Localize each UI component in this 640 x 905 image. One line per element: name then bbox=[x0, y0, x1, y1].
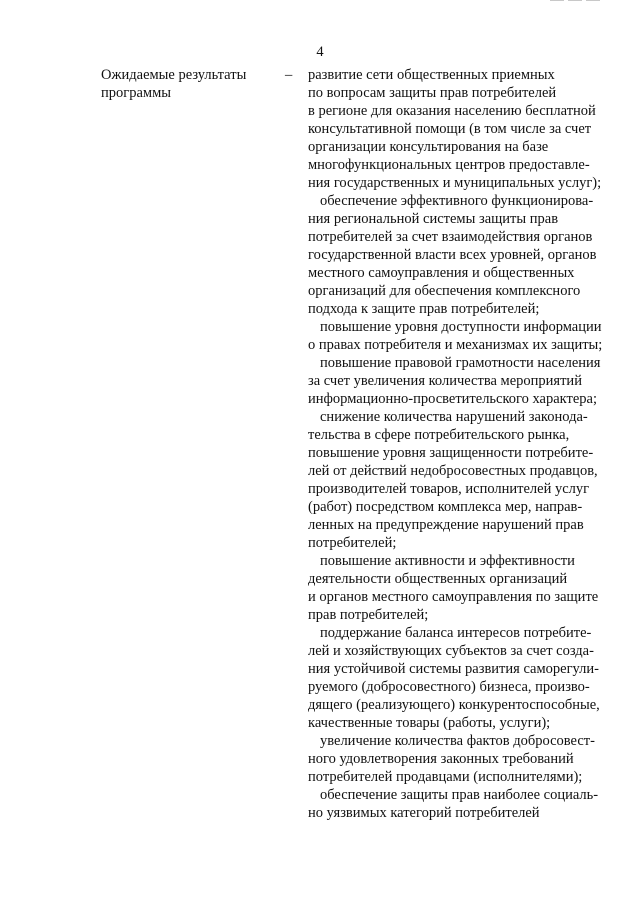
text-line: повышение правовой грамотности населения bbox=[320, 355, 601, 371]
result-paragraph bbox=[308, 318, 628, 354]
row-content bbox=[308, 66, 628, 822]
text-line: местного самоуправления и общественных bbox=[308, 265, 575, 281]
text-line: повышение активности и эффективности bbox=[320, 553, 575, 569]
text-line: ния региональной системы защиты прав bbox=[308, 211, 559, 227]
text-line: в регионе для оказания населению бесплатной bbox=[308, 103, 596, 119]
text-line: снижение количества нарушений законода- bbox=[320, 409, 588, 425]
text-line: развитие сети общественных приемных bbox=[308, 67, 555, 83]
text-line: дящего (реализующего) конкурентоспособные, bbox=[308, 697, 600, 713]
text-line: увеличение количества фактов добросовест- bbox=[320, 733, 595, 749]
result-paragraph bbox=[308, 354, 628, 408]
result-paragraph bbox=[308, 408, 628, 552]
text-line: потребителей продавцами (исполнителями); bbox=[308, 769, 583, 785]
text-line: производителей товаров, исполнителей услуг bbox=[308, 481, 590, 497]
result-paragraph bbox=[308, 552, 628, 624]
text-line: информационно-просветительского характера; bbox=[308, 391, 598, 407]
text-line: по вопросам защиты прав потребителей bbox=[308, 85, 557, 101]
text-line: ного удовлетворения законных требований bbox=[308, 751, 574, 767]
text-line: о правах потребителя и механизмах их защиты; bbox=[308, 337, 603, 353]
text-line: лей от действий недобросовестных продавцов, bbox=[308, 463, 598, 479]
row-label-line: программы bbox=[101, 85, 171, 101]
text-line: консультативной помощи (в том числе за счет bbox=[308, 121, 592, 137]
result-paragraph bbox=[308, 732, 628, 786]
text-line: потребителей; bbox=[308, 535, 397, 551]
text-line: обеспечение защиты прав наиболее социаль- bbox=[320, 787, 599, 803]
row-label bbox=[101, 66, 271, 102]
result-paragraph bbox=[308, 192, 628, 318]
text-line: ния государственных и муниципальных услуг); bbox=[308, 175, 602, 191]
result-paragraph bbox=[308, 66, 628, 192]
text-line: ленных на предупреждение нарушений прав bbox=[308, 517, 584, 533]
text-line: организаций для обеспечения комплексного bbox=[308, 283, 581, 299]
text-line: государственной власти всех уровней, органов bbox=[308, 247, 597, 263]
text-line: деятельности общественных организаций bbox=[308, 571, 568, 587]
text-line: но уязвимых категорий потребителей bbox=[308, 805, 540, 821]
text-line: лей и хозяйствующих субъектов за счет созда- bbox=[308, 643, 594, 659]
row-dash: – bbox=[285, 67, 293, 83]
text-line: многофункциональных центров предоставле- bbox=[308, 157, 590, 173]
text-line: и органов местного самоуправления по защите bbox=[308, 589, 599, 605]
result-paragraph bbox=[308, 786, 628, 822]
page-number: 4 bbox=[316, 44, 324, 60]
text-line: (работ) посредством комплекса мер, направ- bbox=[308, 499, 583, 515]
text-line: повышение уровня доступности информации bbox=[320, 319, 602, 335]
text-line: поддержание баланса интересов потребите- bbox=[320, 625, 592, 641]
text-line: подхода к защите прав потребителей; bbox=[308, 301, 540, 317]
text-line: обеспечение эффективного функционирова- bbox=[320, 193, 594, 209]
result-paragraph bbox=[308, 624, 628, 732]
text-line: организации консультирования на базе bbox=[308, 139, 549, 155]
text-line: повышение уровня защищенности потребите- bbox=[308, 445, 594, 461]
row-label-line: Ожидаемые результаты bbox=[101, 67, 247, 83]
text-line: прав потребителей; bbox=[308, 607, 429, 623]
text-line: потребителей за счет взаимодействия органов bbox=[308, 229, 593, 245]
text-line: за счет увеличения количества мероприятий bbox=[308, 373, 582, 389]
scan-artifact bbox=[550, 0, 610, 3]
text-line: ния устойчивой системы развития саморегули- bbox=[308, 661, 599, 677]
text-line: руемого (добросовестного) бизнеса, произво- bbox=[308, 679, 590, 695]
text-line: качественные товары (работы, услуги); bbox=[308, 715, 551, 731]
text-line: тельства в сфере потребительского рынка, bbox=[308, 427, 570, 443]
